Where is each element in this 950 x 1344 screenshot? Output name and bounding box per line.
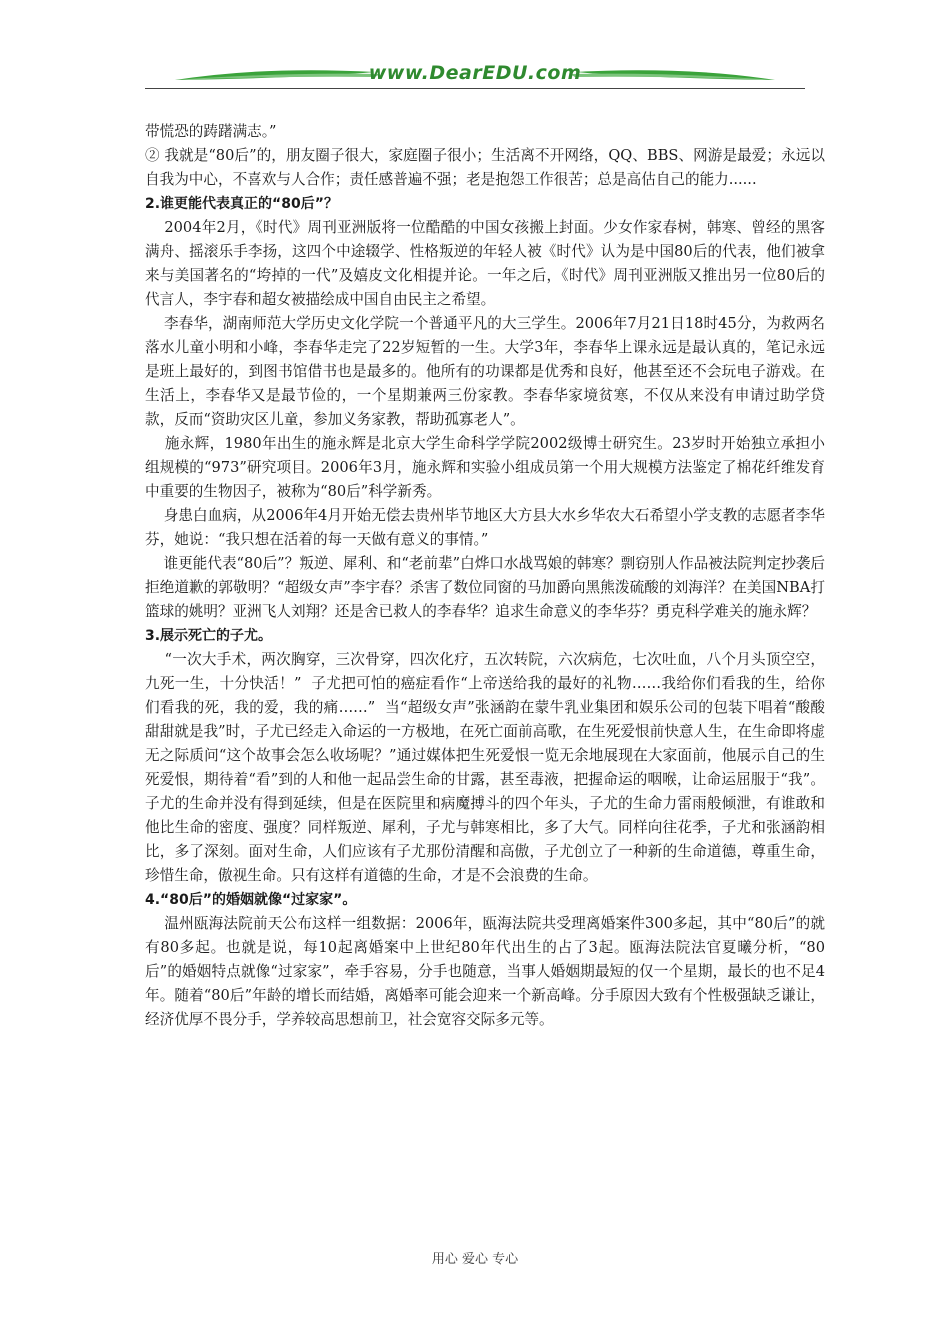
body-paragraph: 2004年2月，《时代》周刊亚洲版将一位酷酷的中国女孩搬上封面。少女作家春树，韩寒、曾经的黑客满舟、摇滚乐手李扬，这四个中途辍学、性格叛逆的年轻人被《时代》认为是中国80后的代表，他们被拿来与美国著名的“垮掉的一代”及嬉皮文化相提并论。一年之后，《时代》周刊亚洲版又推出另一位80后的代言人，李宇春和超女被描绘成中国自由民主之希望。 (145, 219, 825, 308)
body-paragraph: ② 我就是“80后”的，朋友圈子很大，家庭圈子很小；生活离不开网络，QQ、BBS、网游是最爱；永远以自我为中心，不喜欢与人合作；责任感普遍不强；老是抱怨工作很苦；总是高估自己的能力...... (145, 147, 825, 188)
body-paragraph: 温州瓯海法院前天公布这样一组数据：2006年，瓯海法院共受理离婚案件300多起，其中“80后”的就有80多起。也就是说，每10起离婚案中上世纪80年代出生的占了3起。瓯海法院法官夏曦分析，“80后”的婚姻特点就像“过家家”，牵手容易，分手也随意，当事人婚姻期最短的仅一个星期，最长的也不足4年。随着“80后”年龄的增长而结婚，离婚率可能会迎来一个新高峰。分手原因大致有个性极强缺乏谦让，经济优厚不畏分手，学养较高思想前卫，社会宽容交际多元等。 (145, 915, 825, 1028)
section-heading: 2.谁更能代表真正的“80后”？ (145, 196, 338, 212)
page-footer: 用心 爱心 专心 (431, 1252, 519, 1267)
body-paragraph: 谁更能代表“80后”？叛逆、犀利、和“老前辈”白烨口水战骂娘的韩寒？剽窃别人作品被法院判定抄袭后拒绝道歉的郭敬明？“超级女声”李宇春？杀害了数位同窗的马加爵向黑熊泼硫酸的刘海洋？在美国NBA打篮球的姚明？亚洲飞人刘翔？还是舍已救人的李春华？追求生命意义的李华芬？勇克科学难关的施永辉？ (145, 555, 825, 620)
body-paragraph: “一次大手术，两次胸穿，三次骨穿，四次化疗，五次转院，六次病危，七次吐血，八个月头顶空空，九死一生，十分快活！” 子尤把可怕的癌症看作“上帝送给我的最好的礼物……我给你们看我的生，给你们看我的死，我的爱，我的痛……” 当“超级女声”张涵韵在蒙牛乳业集团和娱乐公司的包装下唱着“酸酸甜甜就是我”时，子尤已经走入命运的一方极地，在死亡面前高歌，在生死爱恨前快意人生，在生命即将虚无之际质问“这个故事会怎么收场呢？”通过媒体把生死爱恨一览无余地展现在大家面前，他展示自己的生死爱恨，期待着“看”到的人和他一起品尝生命的甘露，甚至毒液，把握命运的咽喉，让命运屈服于“我”。子尤的生命并没有得到延续，但是在医院里和病魔搏斗的四个年头，子尤的生命力雷雨般倾泄，有谁敢和他比生命的密度、强度？同样叛逆、犀利，子尤与韩寒相比，多了大气。同样向往花季，子尤和张涵韵相比，多了深刻。面对生命，人们应该有子尤那份清醒和高傲，子尤创立了一种新的生命道德，尊重生命，珍惜生命，傲视生命。只有这样有道德的生命，才是不会浪费的生命。 (145, 651, 825, 884)
section-heading: 3.展示死亡的子尤。 (145, 628, 273, 644)
header-divider (145, 88, 805, 89)
body-paragraph: 李春华，湖南师范大学历史文化学院一个普通平凡的大三学生。2006年7月21日18时45分，为救两名落水儿童小明和小峰，李春华走完了22岁短暂的一生。大学3年，李春华上课永远是最认真的，笔记永远是班上最好的，到图书馆借书也是最多的。他所有的功课都是优秀和良好，他甚至还不会玩电子游戏。在生活上，李春华又是最节俭的，一个星期兼两三份家教。李春华家境贫寒，不仅从来没有申请过助学贷款，反而“资助灾区儿童，参加义务家教，帮助孤寡老人”。 (145, 315, 825, 428)
section-heading: 4.“80后”的婚姻就像“过家家”。 (145, 892, 357, 908)
document-body (145, 120, 825, 1032)
body-paragraph: 带慌恐的踌躇满志。” (145, 123, 277, 140)
site-logo-text: www.DearEDU.com (368, 62, 582, 84)
body-paragraph: 身患白血病，从2006年4月开始无偿去贵州毕节地区大方县大水乡华农大石希望小学支教的志愿者李华芬，她说：“我只想在活着的每一天做有意义的事情。” (145, 507, 825, 548)
body-paragraph: 施永辉，1980年出生的施永辉是北京大学生命科学学院2002级博士研究生。23岁时开始独立承担小组规模的“973”研究项目。2006年3月，施永辉和实验小组成员第一个用大规模方法鉴定了棉花纤维发育中重要的生物因子，被称为“80后”科学新秀。 (145, 435, 826, 500)
page-header (145, 58, 805, 92)
